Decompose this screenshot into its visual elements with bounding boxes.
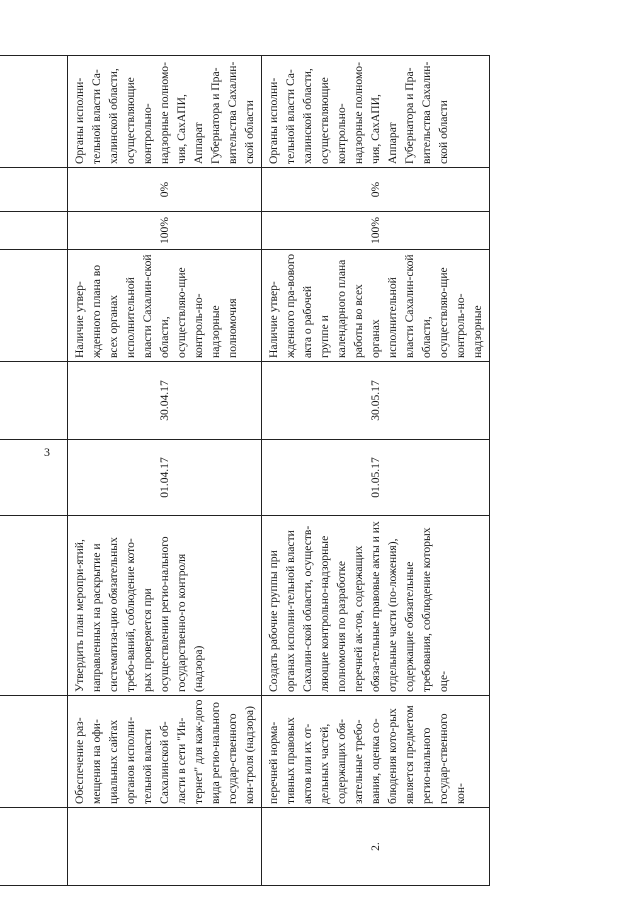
cell-num xyxy=(68,808,262,886)
cell-start-date: 01.05.17 xyxy=(262,440,490,516)
rotated-table-container xyxy=(0,56,484,886)
table-row xyxy=(0,56,68,886)
cell-responsible xyxy=(0,56,68,168)
cell-num: 2. xyxy=(262,808,490,886)
cell-factor: Обеспечение раз-мещения на офи-циальных сайтах органов исполни-тельной власти Сахалинской об-ласти в сети "Ин-тернет" для каж-дого вида регио-нального государ-ственного кон-троля (надзора) xyxy=(68,696,262,808)
table-row xyxy=(68,56,262,886)
cell-target-value xyxy=(0,212,68,250)
cell-responsible: Органы исполни-тельной власти Са-халинской области, осуществляющие контрольно-надзорные полномо-чия, СахАПИ, Аппарат Губернатора и Пра-вительства Сахалин-ской области xyxy=(262,56,490,168)
cell-indicators: Наличие утвер-жденного пра-вового акта о рабочей группе и календарного плана работы во всех органах исполнительной власти Сахалин-ской области, осуществляю-щие контроль-но-надзорные xyxy=(262,250,490,362)
cell-current-value xyxy=(0,168,68,212)
implementation-table xyxy=(0,55,490,886)
cell-responsible: Органы исполни-тельной власти Са-халинской области, осуществляющие контрольно-надзорные полномо-чия, СахАПИ, Аппарат Губернатора и Пра-вительства Сахалин-ской области xyxy=(68,56,262,168)
cell-current-value: 0% xyxy=(68,168,262,212)
cell-indicators xyxy=(0,250,68,362)
cell-factor xyxy=(0,696,68,808)
cell-start-date: 01.04.17 xyxy=(68,440,262,516)
cell-factor: перечней норма-тивных правовых актов или их от-дельных частей, содержащих обя-зательные требо-вания, оценка со-блюдения кото-рых является предметом регио-нального государ-ственного кон- xyxy=(262,696,490,808)
cell-measures xyxy=(0,516,68,696)
cell-num xyxy=(0,808,68,886)
cell-end-date xyxy=(0,362,68,440)
table-row xyxy=(262,56,490,886)
cell-current-value: 0% xyxy=(262,168,490,212)
cell-end-date: 30.04.17 xyxy=(68,362,262,440)
cell-end-date: 30.05.17 xyxy=(262,362,490,440)
cell-indicators: Наличие утвер-жденного плана во всех органах исполнительной власти Сахалин-ской области, осуществляю-щие контроль-но-надзорные полномочия xyxy=(68,250,262,362)
cell-measures: Создать рабочие группы при органах исполни-тельной власти Сахалин-ской области, осуществ-ляющие контрольно-надзорные полномочия по разработке перечней ак-тов, содержащих обяза-тельные правовые акты и их отдельные части (по-ложения), содержащие обязательные требования, соблюдение которых оце- xyxy=(262,516,490,696)
cell-target-value: 100% xyxy=(68,212,262,250)
cell-target-value: 100% xyxy=(262,212,490,250)
cell-start-date xyxy=(0,440,68,516)
cell-measures: Утвердить план меропри-ятий, направленных на раскрытие и систематиза-цию обязательных требо-ваний, соблюдение кото-рых проверяется при осуществлении регио-нального государственно-го контроля (надзора) xyxy=(68,516,262,696)
page-number: 3 xyxy=(44,445,50,459)
